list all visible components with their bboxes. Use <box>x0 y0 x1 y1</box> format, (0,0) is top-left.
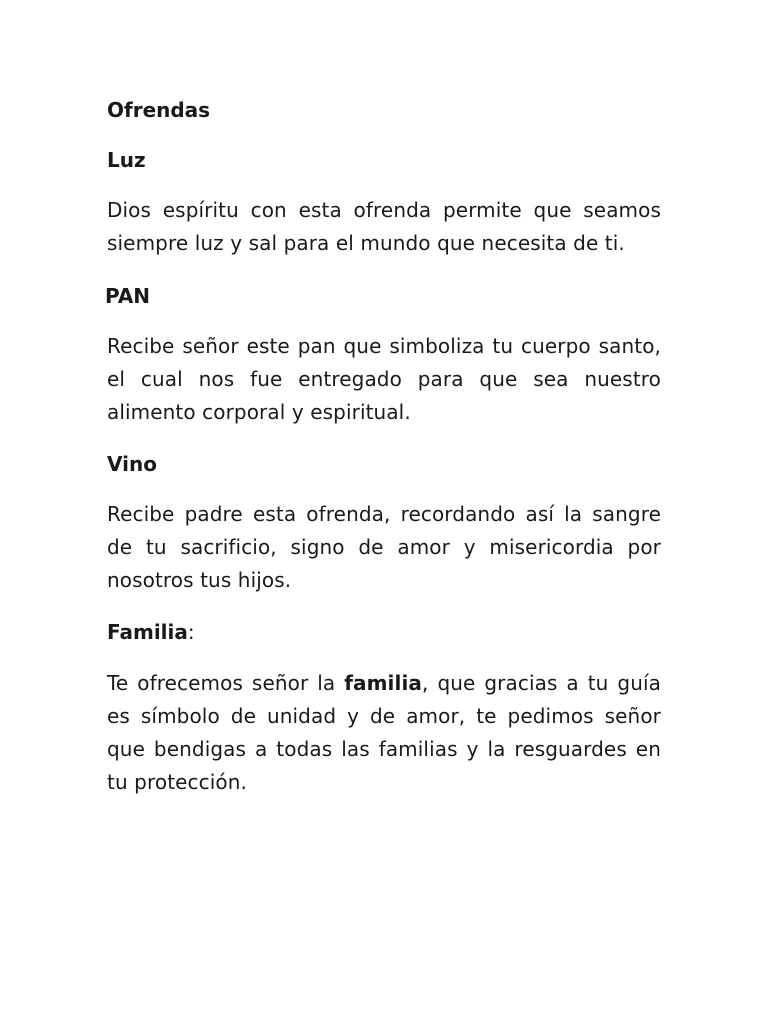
familia-text-after: , que gracias a tu guía es símbolo de unidad y de amor, te pedimos señor que bendigas a todas las familias y la resguardes en tu protección. <box>107 671 661 794</box>
familia-text-bold: familia <box>344 671 423 695</box>
document-title: Ofrendas <box>107 98 211 122</box>
section-heading-pan: PAN <box>105 284 151 308</box>
section-heading-luz: Luz <box>107 148 146 172</box>
section-heading-familia <box>107 616 661 648</box>
section-text-pan: Recibe señor este pan que simboliza tu cuerpo santo, el cual nos fue entregado para que sea nuestro alimento corporal y espiritual. <box>107 334 661 424</box>
section-text-luz: Dios espíritu con esta ofrenda permite que seamos siempre luz y sal para el mundo que necesita de ti. <box>107 198 661 255</box>
familia-text-before: Te ofrecemos señor la <box>107 671 345 695</box>
section-text-vino: Recibe padre esta ofrenda, recordando así la sangre de tu sacrificio, signo de amor y misericordia por nosotros tus hijos. <box>107 502 661 592</box>
section-heading-familia-label: Familia <box>107 620 188 644</box>
document-page <box>107 94 661 799</box>
section-heading-familia-colon: : <box>187 620 195 644</box>
section-heading-vino: Vino <box>107 452 157 476</box>
section-text-familia <box>107 667 661 799</box>
